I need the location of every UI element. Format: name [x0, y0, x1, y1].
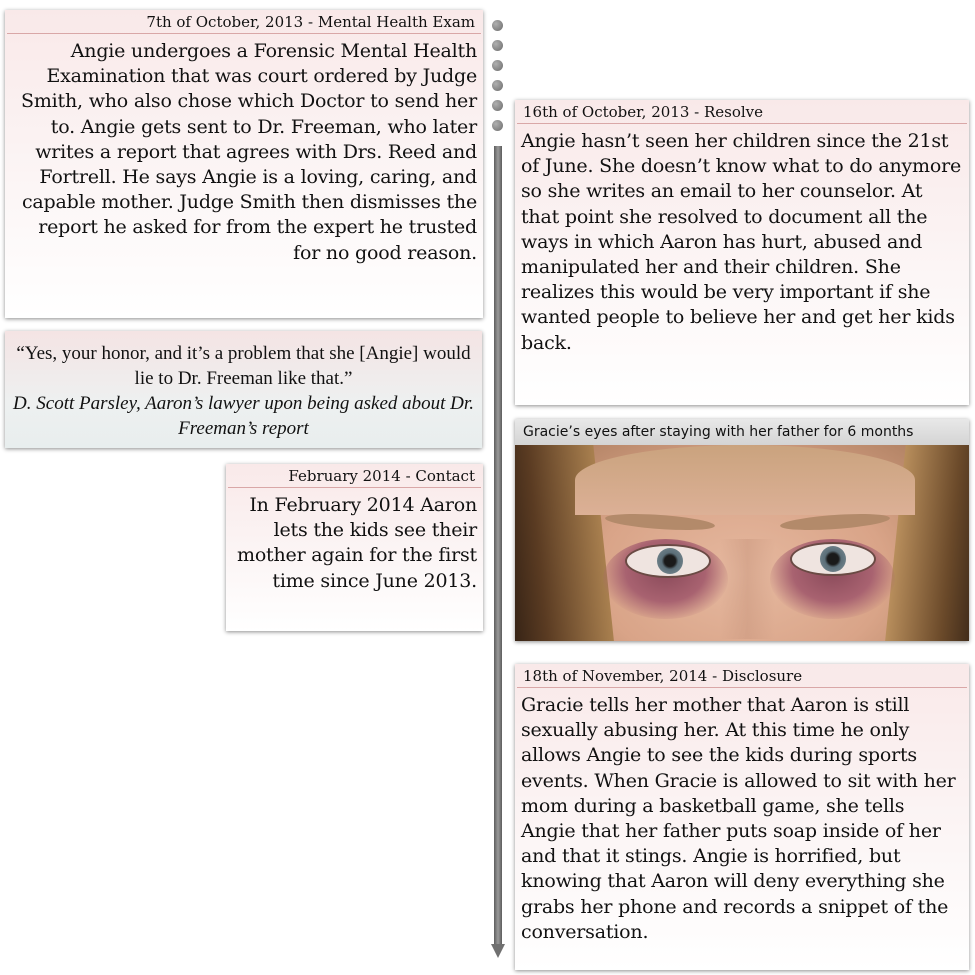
quote-card	[5, 331, 482, 448]
photo-caption: Gracie’s eyes after staying with her father for 6 months	[515, 419, 969, 445]
photo-eye-right	[790, 542, 876, 576]
timeline-dot	[492, 80, 503, 91]
timeline-arrow-icon	[491, 944, 505, 958]
timeline-dot	[492, 40, 503, 51]
event-card-body: Angie undergoes a Forensic Mental Health Examination that was court ordered by Judge Smith, who also chose which Doctor to send her to. Angie gets sent to Dr. Freeman, who later writes a report that agrees with Drs. Reed and Fortrell. He says Angie is a loving, caring, and capable mother. Judge Smith then dismisses the report he asked for from the expert he trusted for no good reason.	[21, 40, 477, 264]
timeline-bar	[494, 146, 502, 946]
event-card-contact	[226, 464, 483, 631]
event-card-body: Angie hasn’t seen her children since the 21st of June. She doesn’t know what to do anymore so she writes an email to her counselor. At that point she resolved to document all the ways in which Aaron has hurt, abused and manipulated her and their children. She realizes this would be very important if she wanted people to believe her and get her kids back.	[521, 130, 962, 354]
event-card-disclosure	[515, 664, 969, 970]
event-card-mental-health-exam	[5, 10, 483, 318]
photo-forehead	[575, 445, 915, 515]
photo-iris	[657, 548, 683, 574]
event-card-header: 16th of October, 2013 - Resolve	[517, 100, 967, 124]
quote-text: “Yes, your honor, and it’s a problem that she [Angie] would lie to Dr. Freeman like that.”	[16, 343, 471, 389]
timeline-dot	[492, 120, 503, 131]
quote-attribution: D. Scott Parsley, Aaron’s lawyer upon being asked about Dr. Freeman’s report	[13, 393, 474, 439]
photo-gracie-eyes	[515, 419, 969, 641]
timeline-dot	[492, 60, 503, 71]
photo-iris	[820, 546, 846, 572]
event-card-header: 7th of October, 2013 - Mental Health Exam	[7, 10, 481, 34]
event-card-header: February 2014 - Contact	[228, 464, 481, 488]
timeline-dot	[492, 20, 503, 31]
photo-nose	[720, 539, 775, 639]
timeline-spine	[491, 18, 505, 968]
timeline-dot	[492, 100, 503, 111]
event-card-body: In February 2014 Aaron lets the kids see their mother again for the first time since June 2013.	[237, 494, 477, 592]
event-card-resolve	[515, 100, 969, 405]
quote-block	[5, 331, 482, 441]
photo-eye-left	[625, 544, 711, 578]
event-card-body: Gracie tells her mother that Aaron is still sexually abusing her. At this time he only allows Angie to see the kids during sports events. When Gracie is allowed to sit with her mom during a basketball game, she tells Angie that her father puts soap inside of her and that it stings. Angie is horrified, but knowing that Aaron will deny everything she grabs her phone and records a snippet of the conversation.	[521, 694, 956, 943]
event-card-header: 18th of November, 2014 - Disclosure	[517, 664, 967, 688]
